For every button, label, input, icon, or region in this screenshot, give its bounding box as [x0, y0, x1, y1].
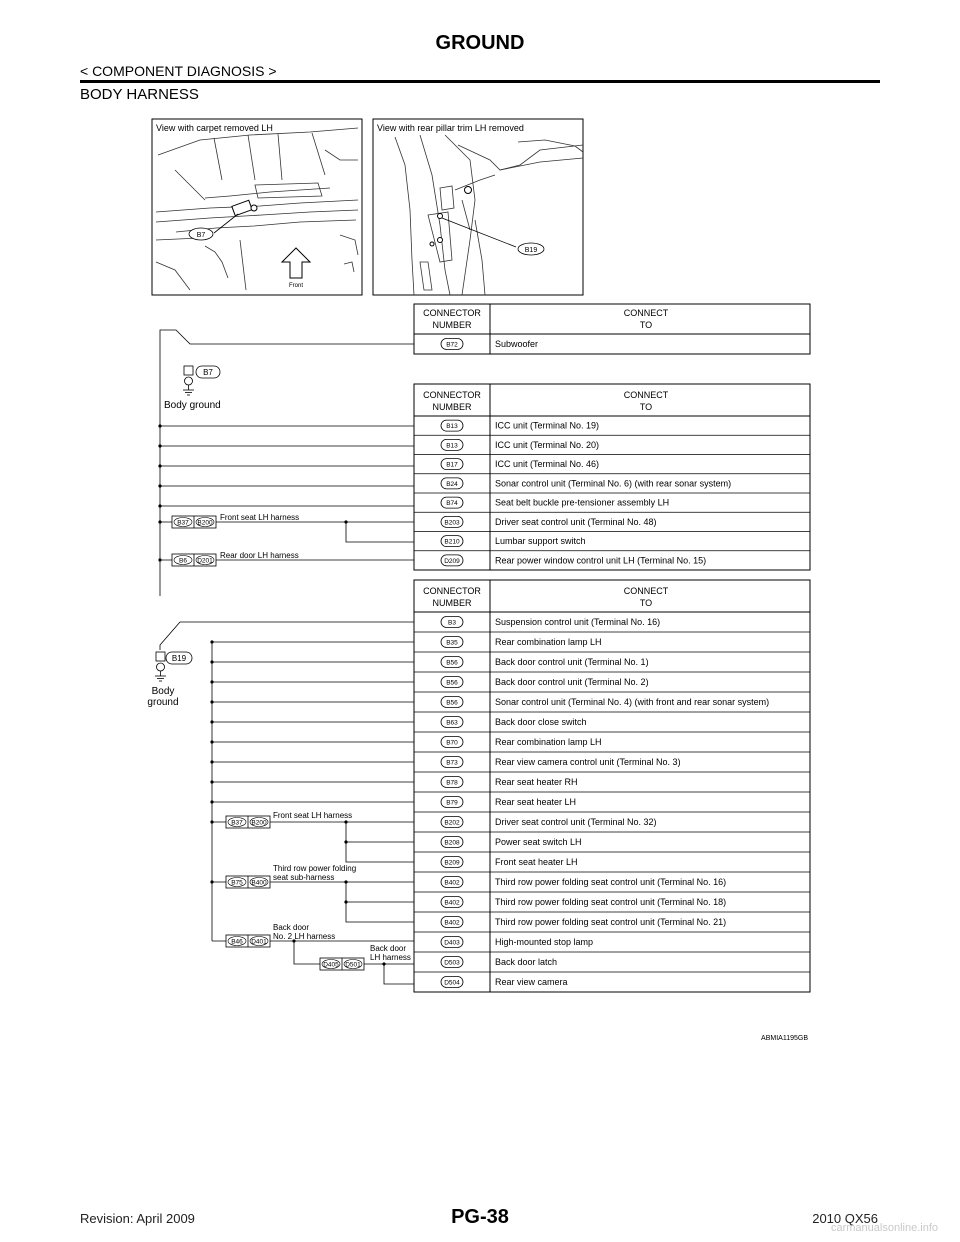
col-header-to: TO [639, 402, 653, 412]
connector-number: B24 [446, 480, 458, 488]
harness-label: Front seat LH harness [220, 513, 300, 522]
splice-dot [210, 880, 213, 883]
harness-label: Third row power folding [273, 864, 357, 873]
col-header-connector: CONNECTOR [423, 586, 481, 596]
connect-to: Sonar control unit (Terminal No. 4) (with front and rear sonar system) [495, 697, 770, 707]
connect-to: Power seat switch LH [495, 837, 582, 847]
ground-b19-label-1: Body [151, 686, 175, 697]
connect-to: Lumbar support switch [495, 536, 586, 547]
watermark: carmanualsonline.info [830, 1222, 938, 1234]
connect-to: Rear combination lamp LH [495, 637, 602, 647]
splice-dot [210, 720, 213, 723]
connect-to: Back door latch [495, 957, 558, 967]
splice-dot [210, 800, 213, 803]
col-header-connect: CONNECT [623, 308, 669, 318]
junction-b: D201 [197, 557, 213, 565]
connector-number: B13 [446, 423, 458, 431]
col-header-to: TO [639, 320, 653, 330]
junction-a: B46 [231, 938, 243, 946]
connector-number: B79 [446, 799, 458, 807]
front-arrow-label: Front [288, 283, 304, 289]
col-header-connect: CONNECT [623, 390, 669, 400]
harness-label: LH harness [370, 953, 411, 962]
junction-b: B400 [251, 879, 267, 887]
splice-dot [158, 504, 161, 507]
junction-connector [172, 554, 216, 566]
connector-number: B209 [444, 859, 460, 867]
splice-dot [344, 840, 347, 843]
splice-dot [210, 780, 213, 783]
junction-a: B6 [179, 557, 187, 565]
junction-a: B37 [177, 519, 189, 527]
junction-a: B75 [231, 879, 243, 887]
col-header-connect: CONNECT [623, 586, 669, 596]
splice-dot [210, 760, 213, 763]
connector-number: B74 [446, 500, 458, 508]
junction-connector [320, 958, 364, 970]
breadcrumb: < COMPONENT DIAGNOSIS > [80, 63, 277, 79]
connector-number: B208 [444, 839, 460, 847]
connect-to: Third row power folding seat control unit (Terminal No. 18) [495, 897, 727, 907]
connect-to: ICC unit (Terminal No. 46) [495, 459, 600, 470]
splice-dot [210, 740, 213, 743]
splice-dot [158, 520, 161, 523]
junction-b: B200 [197, 519, 213, 527]
connector-number: B402 [444, 899, 460, 907]
photo-caption-left: View with carpet removed LH [156, 123, 273, 133]
connector-number: B70 [446, 739, 458, 747]
connector-number: B203 [444, 519, 460, 527]
connect-to: Third row power folding seat control unit (Terminal No. 21) [495, 917, 727, 927]
photo-caption-right: View with rear pillar trim LH removed [377, 123, 524, 133]
harness-label: Back door [273, 923, 310, 932]
callout-b19: B19 [524, 247, 538, 254]
callout-b7: B7 [196, 232, 206, 239]
connector-number: B17 [446, 461, 458, 469]
connector-number: B56 [446, 699, 458, 707]
ground-b19 [147, 652, 192, 708]
harness-label: seat sub-harness [273, 873, 335, 882]
figure-code: ABMIA1195GB [761, 1035, 808, 1042]
page-title: GROUND [435, 32, 525, 54]
ground-b7 [164, 366, 221, 411]
connector-number: B402 [444, 879, 460, 887]
splice-dot [344, 520, 347, 523]
connector-number: D209 [444, 557, 460, 565]
splice-dot [210, 820, 213, 823]
connect-to: Rear combination lamp LH [495, 737, 602, 747]
junction-a: D405 [323, 961, 339, 969]
connect-to: ICC unit (Terminal No. 20) [495, 439, 600, 450]
connect-to: Back door close switch [495, 717, 587, 727]
connect-to: Rear power window control unit LH (Terminal No. 15) [495, 555, 707, 566]
junction-connector [226, 876, 270, 888]
splice-dot [210, 640, 213, 643]
connect-to: Rear seat heater LH [495, 797, 577, 807]
ground-icon [155, 652, 166, 681]
splice-dot [158, 464, 161, 467]
splice-dot [158, 444, 161, 447]
splice-dot [344, 900, 347, 903]
ground-b19-badge: B19 [171, 654, 187, 663]
table-b19 [414, 580, 810, 992]
connector-number: B56 [446, 679, 458, 687]
connect-to: Suspension control unit (Terminal No. 16) [495, 617, 661, 627]
harness-label: No. 2 LH harness [273, 932, 336, 941]
splice-dot [158, 424, 161, 427]
col-header-connector: CONNECTOR [423, 390, 481, 400]
connect-to: Subwoofer [495, 339, 539, 349]
connector-number: B210 [444, 538, 460, 546]
harness-label: Back door [370, 944, 407, 953]
ground-icon [183, 366, 194, 395]
splice-dot [210, 680, 213, 683]
photo-carpet-removed [152, 119, 362, 295]
junction-b: D501 [345, 961, 361, 969]
connect-to: Third row power folding seat control unit (Terminal No. 16) [495, 877, 727, 887]
splice-dot [382, 962, 385, 965]
connect-to: Front seat heater LH [495, 857, 578, 867]
connect-to: Rear view camera [495, 977, 568, 987]
col-header-number: NUMBER [432, 402, 472, 412]
junction-b: D401 [251, 938, 267, 946]
junction-connector [226, 935, 270, 947]
connector-number: B13 [446, 442, 458, 450]
section-title: BODY HARNESS [80, 86, 199, 103]
col-header-number: NUMBER [432, 598, 472, 608]
junction-connector [226, 816, 270, 828]
harness-label: Rear door LH harness [220, 551, 299, 560]
connector-number: B35 [446, 639, 458, 647]
splice-dot [210, 660, 213, 663]
connector-number: D503 [444, 959, 460, 967]
connect-to: High-mounted stop lamp [495, 937, 594, 947]
connect-to: Driver seat control unit (Terminal No. 48) [495, 516, 657, 527]
connector-number: B56 [446, 659, 458, 667]
connect-to: Rear view camera control unit (Terminal No. 3) [495, 757, 681, 767]
splice-dot [344, 880, 347, 883]
connector-number: B202 [444, 819, 460, 827]
connect-to: Back door control unit (Terminal No. 2) [495, 677, 649, 687]
connector-number: B78 [446, 779, 458, 787]
ground-b7-badge: B7 [203, 368, 213, 377]
table-b7-group [414, 384, 810, 570]
junction-connector [172, 516, 216, 528]
ground-b7-label: Body ground [164, 400, 221, 411]
connect-to: Driver seat control unit (Terminal No. 32) [495, 817, 657, 827]
connector-number: D403 [444, 939, 460, 947]
connect-to: Rear seat heater RH [495, 777, 578, 787]
model-year: 2010 QX56 [812, 1211, 878, 1226]
junction-a: B37 [231, 819, 243, 827]
connector-number: D504 [444, 979, 460, 987]
splice-dot [210, 700, 213, 703]
splice-dot [344, 820, 347, 823]
col-header-to: TO [639, 598, 653, 608]
connector-number: B72 [446, 341, 458, 349]
table-b7 [414, 304, 810, 354]
connector-number: B3 [448, 619, 456, 627]
connector-number: B402 [444, 919, 460, 927]
revision-date: Revision: April 2009 [80, 1211, 195, 1226]
col-header-number: NUMBER [432, 320, 472, 330]
connect-to: Sonar control unit (Terminal No. 6) (with rear sonar system) [495, 478, 732, 489]
col-header-connector: CONNECTOR [423, 308, 481, 318]
harness-label: Front seat LH harness [273, 811, 353, 820]
page-number: PG-38 [451, 1206, 509, 1228]
ground-b19-label-2: ground [147, 697, 179, 708]
splice-dot [158, 484, 161, 487]
connector-number: B73 [446, 759, 458, 767]
photo-pillar-removed [373, 119, 583, 295]
junction-b: B200 [251, 819, 267, 827]
connect-to: Seat belt buckle pre-tensioner assembly LH [495, 497, 670, 508]
connector-number: B63 [446, 719, 458, 727]
splice-dot [158, 558, 161, 561]
connect-to: Back door control unit (Terminal No. 1) [495, 657, 649, 667]
connect-to: ICC unit (Terminal No. 19) [495, 420, 600, 431]
